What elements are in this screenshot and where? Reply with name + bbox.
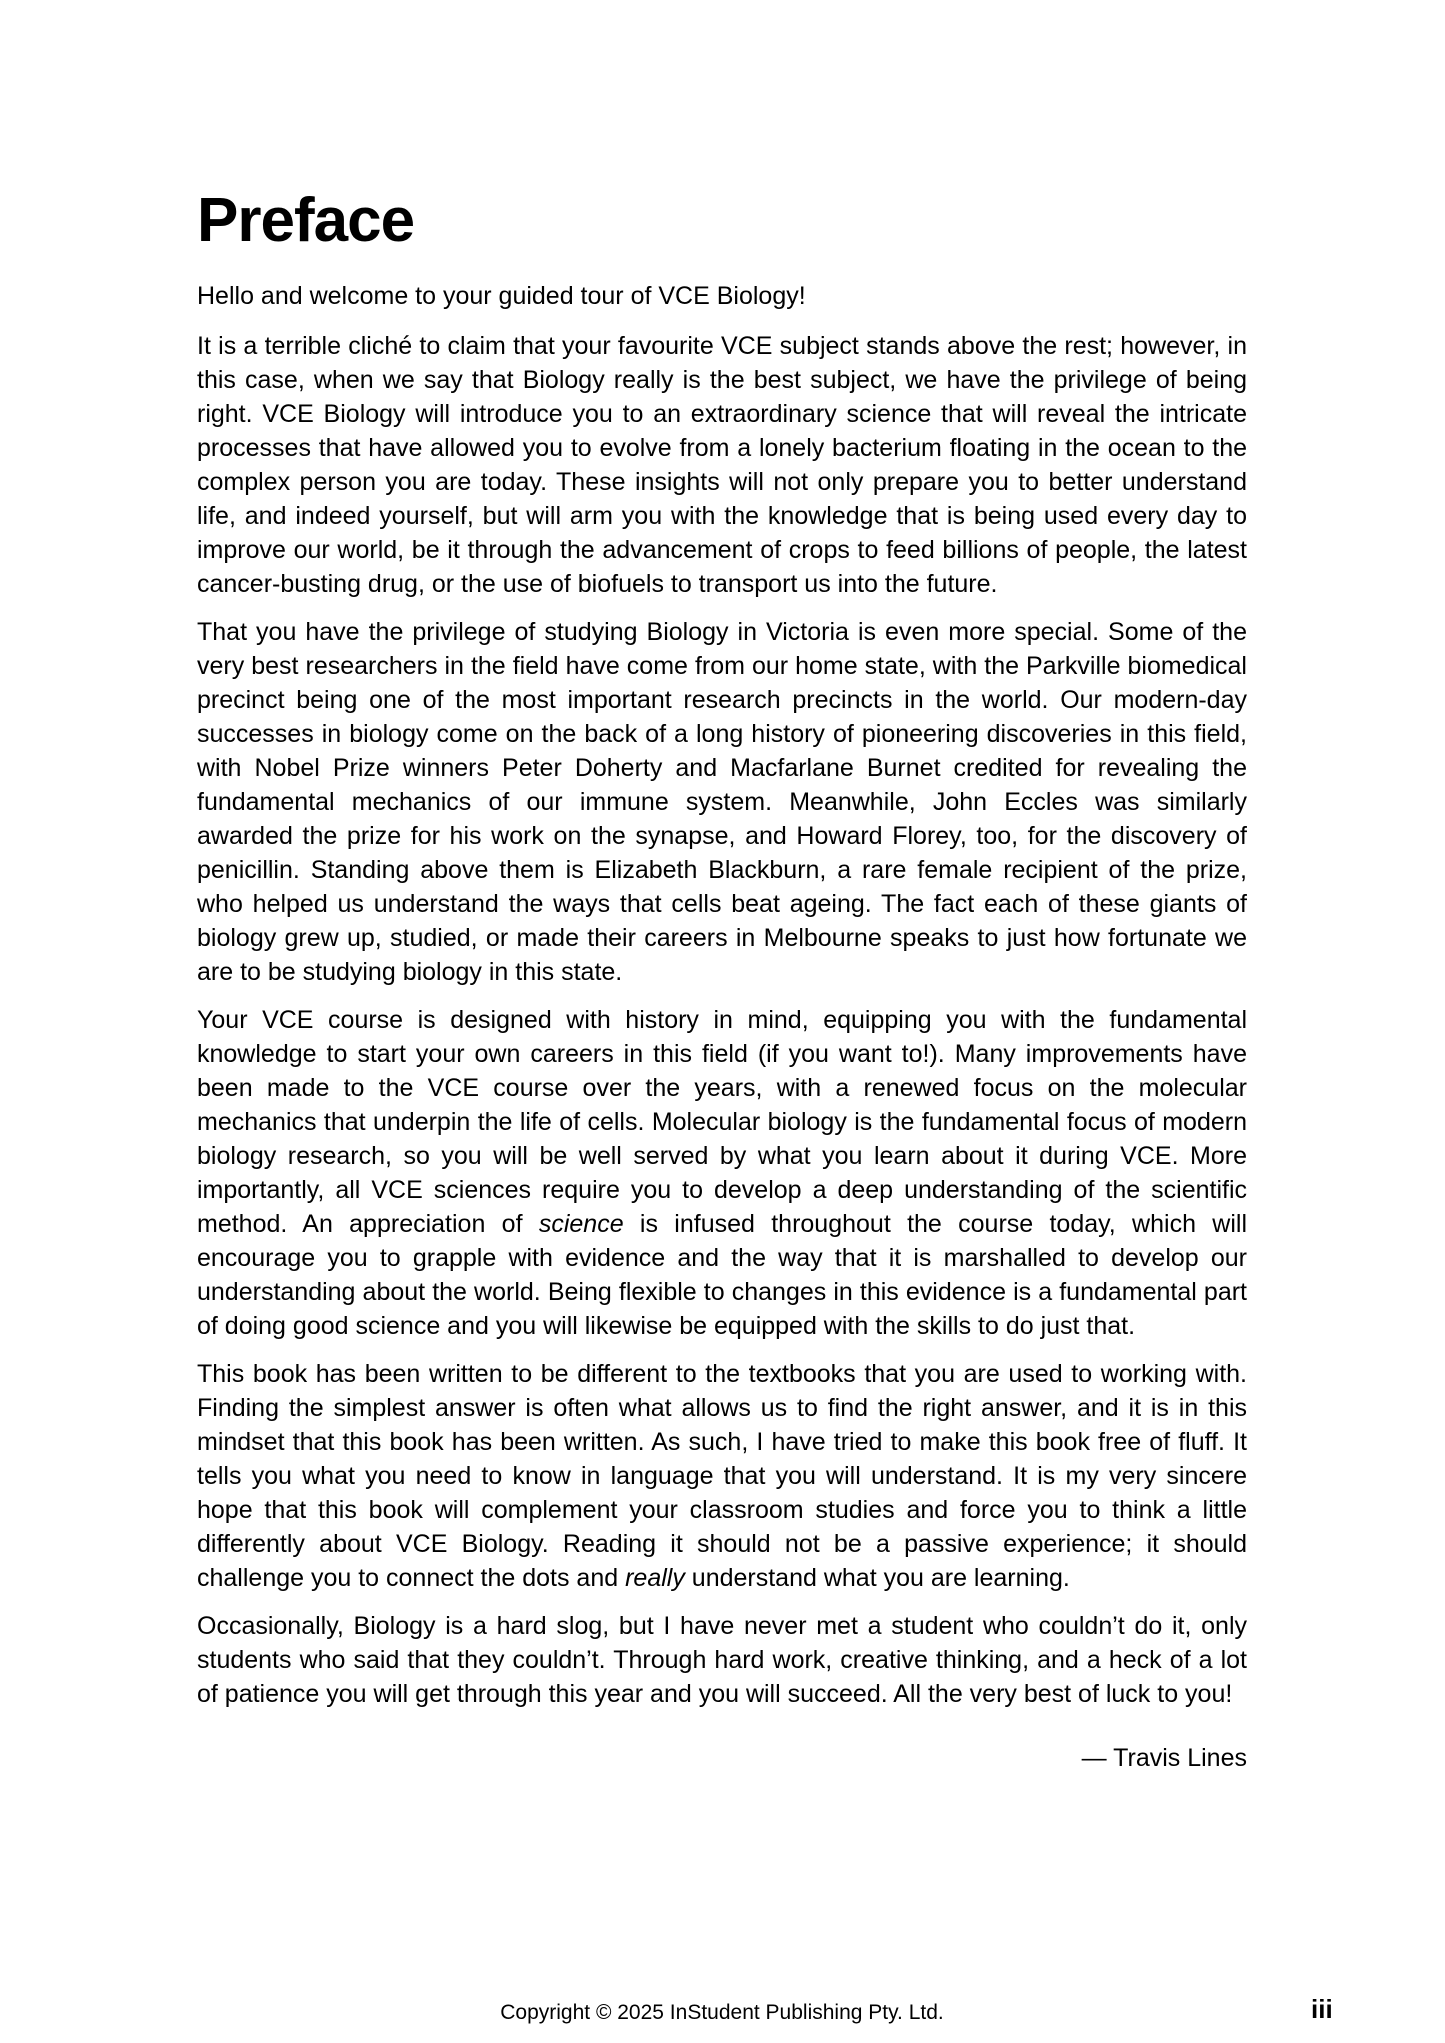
greeting-paragraph: Hello and welcome to your guided tour of VCE Biology! (197, 282, 806, 311)
italic-word-really: really (625, 1564, 685, 1593)
page-title: Preface (197, 186, 415, 255)
paragraph-book (197, 1357, 1247, 1595)
paragraph-course-text-1: Your VCE course is designed with history in mind, equipping you with the fundamental knowledge to start your own careers in this field (if you want to!). Many improvements have been made to the VCE course over the years, with a renewed focus on the molecular mechanics that underpin the life of cells. Molecular biology is the fundamental focus of modern biology research, so you will be well served by what you learn about it during VCE. More importantly, all VCE sciences require you to develop a deep understanding of the scientific method. An appreciation of (197, 1006, 1247, 1239)
paragraph-book-text-1: This book has been written to be different to the textbooks that you are used to working with. Finding the simplest answer is often what allows us to find the right answer, and it is in this mindset that this book has been written. As such, I have tried to make this book free of fluff. It tells you what you need to know in language that you will understand. It is my very sincere hope that this book will complement your classroom studies and force you to think a little differently about VCE Biology. Reading it should not be a passive experience; it should challenge you to connect the dots and (197, 1360, 1247, 1593)
paragraph-course (197, 1003, 1247, 1343)
paragraph-book-text-2: understand what you are learning. (684, 1564, 1070, 1593)
page-number: iii (1311, 1994, 1333, 2024)
paragraph-victoria: That you have the privilege of studying Biology in Victoria is even more special. Some of the very best researchers in the field have come from our home state, with the Parkville biomedical precinct being one of the most important research precincts in the world. Our modern-day successes in biology come on the back of a long history of pioneering discoveries in this field, with Nobel Prize winners Peter Doherty and Macfarlane Burnet credited for revealing the fundamental mechanics of our immune system. Meanwhile, John Eccles was similarly awarded the prize for his work on the synapse, and Howard Florey, too, for the discovery of penicillin. Standing above them is Elizabeth Blackburn, a rare female recipient of the prize, who helped us understand the ways that cells beat ageing. The fact each of these giants of biology grew up, studied, or made their careers in Melbourne speaks to just how fortunate we are to be studying biology in this state. (197, 618, 1247, 987)
preface-content (197, 0, 1247, 1775)
paragraph-closing: Occasionally, Biology is a hard slog, but I have never met a student who couldn’t do it, only students who said that they couldn’t. Through hard work, creative thinking, and a heck of a lot of patience you will get through this year and you will succeed. All the very best of luck to you! (197, 1612, 1247, 1709)
author-signature: — Travis Lines (1081, 1744, 1247, 1773)
paragraph-course-text-2: is infused throughout the course today, which will encourage you to grapple with evidence and the way that it is marshalled to develop our understanding about the world. Being flexible to changes in this evidence is a fundamental part of doing good science and you will likewise be equipped with the skills to do just that. (197, 1210, 1247, 1341)
italic-word-science: science (538, 1210, 624, 1239)
footer-copyright: Copyright © 2025 InStudent Publishing Pty. Ltd. (500, 2001, 944, 2024)
paragraph-cliche: It is a terrible cliché to claim that your favourite VCE subject stands above the rest; however, in this case, when we say that Biology really is the best subject, we have the privilege of being right. VCE Biology will introduce you to an extraordinary science that will reveal the intricate processes that have allowed you to evolve from a lonely bacterium floating in the ocean to the complex person you are today. These insights will not only prepare you to better understand life, and indeed yourself, but will arm you with the knowledge that is being used every day to improve our world, be it through the advancement of crops to feed billions of people, the latest cancer-busting drug, or the use of biofuels to transport us into the future. (197, 332, 1247, 599)
